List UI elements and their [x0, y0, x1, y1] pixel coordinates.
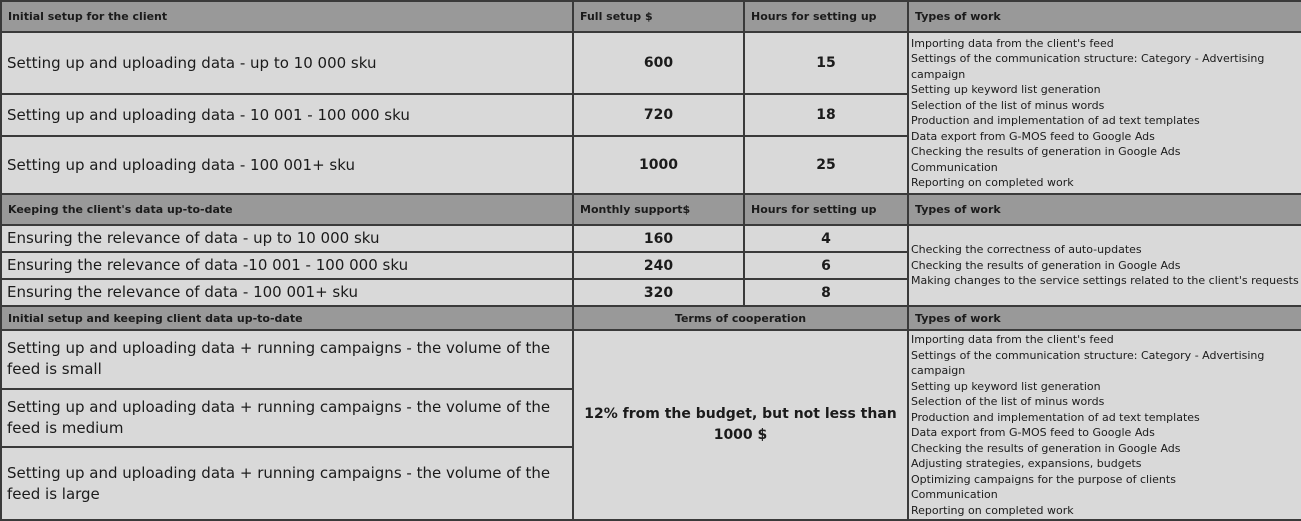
table-row	[1, 32, 1301, 94]
table-row	[1, 330, 1301, 389]
section2-row-price: 320	[573, 279, 744, 306]
section2-row-price: 240	[573, 252, 744, 279]
work-item: Optimizing campaigns for the purpose of clients	[911, 472, 1176, 486]
work-item: Data export from G-MOS feed to Google Ads	[911, 129, 1155, 143]
work-item: Settings of the communication structure: Category - Advertising campaign	[911, 52, 1265, 81]
work-item: Checking the results of generation in Google Ads	[911, 441, 1181, 455]
table-row	[1, 225, 1301, 252]
section2-title: Keeping the client's data up-to-date	[1, 194, 573, 225]
work-item: Reporting on completed work	[911, 503, 1074, 517]
work-item: Data export from G-MOS feed to Google Ads	[911, 426, 1155, 439]
section2-row-hours: 4	[744, 225, 908, 252]
section2-work-list	[908, 225, 1301, 306]
work-item: Making changes to the service settings related to the client's requests	[911, 274, 1299, 288]
section2-price-header: Monthly support$	[573, 194, 744, 225]
work-item: Settings of the communication structure: Category - Advertising campaign	[911, 348, 1265, 377]
section3-header-row	[1, 306, 1301, 330]
work-item: Selection of the list of minus words	[911, 98, 1105, 112]
section3-work-header: Types of work	[908, 306, 1301, 330]
section2-row-label: Ensuring the relevance of data - 100 001+ sku	[1, 279, 573, 306]
work-item: Importing data from the client's feed	[911, 333, 1114, 346]
section1-row-label: Setting up and uploading data - 100 001+ sku	[1, 136, 573, 194]
work-item: Production and implementation of ad text templates	[911, 410, 1200, 424]
work-item: Adjusting strategies, expansions, budgets	[911, 457, 1142, 470]
work-item: Checking the results of generation in Google Ads	[911, 145, 1181, 158]
section3-row-label: Setting up and uploading data + running campaigns - the volume of the feed is large	[1, 447, 573, 520]
section2-header-row	[1, 194, 1301, 225]
section1-price-header: Full setup $	[573, 1, 744, 32]
section1-work-header: Types of work	[908, 1, 1301, 32]
section1-row-hours: 15	[744, 32, 908, 94]
work-item: Production and implementation of ad text templates	[911, 114, 1200, 127]
section2-row-hours: 6	[744, 252, 908, 279]
section2-row-hours: 8	[744, 279, 908, 306]
work-item: Importing data from the client's feed	[911, 36, 1114, 50]
section1-hours-header: Hours for setting up	[744, 1, 908, 32]
work-item: Checking the correctness of auto-updates	[911, 243, 1142, 257]
section1-header-row	[1, 1, 1301, 32]
section1-row-price: 720	[573, 94, 744, 136]
section1-row-hours: 18	[744, 94, 908, 136]
section1-row-label: Setting up and uploading data - 10 001 - 100 000 sku	[1, 94, 573, 136]
section3-title: Initial setup and keeping client data up-to-date	[1, 306, 573, 330]
section1-title: Initial setup for the client	[1, 1, 573, 32]
section3-row-label: Setting up and uploading data + running campaigns - the volume of the feed is small	[1, 330, 573, 389]
work-item: Setting up keyword list generation	[911, 379, 1101, 393]
section3-work-list	[908, 330, 1301, 520]
work-item: Reporting on completed work	[911, 176, 1074, 189]
section1-row-price: 600	[573, 32, 744, 94]
section3-terms: 12% from the budget, but not less than 1000 $	[573, 330, 908, 520]
work-item: Checking the results of generation in Google Ads	[911, 258, 1181, 272]
section1-work-list	[908, 32, 1301, 194]
work-item: Setting up keyword list generation	[911, 83, 1101, 96]
section1-row-price: 1000	[573, 136, 744, 194]
section2-row-price: 160	[573, 225, 744, 252]
work-item: Selection of the list of minus words	[911, 395, 1105, 408]
work-item: Communication	[911, 160, 998, 174]
section3-row-label: Setting up and uploading data + running campaigns - the volume of the feed is medium	[1, 389, 573, 448]
section2-hours-header: Hours for setting up	[744, 194, 908, 225]
section2-row-label: Ensuring the relevance of data -10 001 - 100 000 sku	[1, 252, 573, 279]
section2-row-label: Ensuring the relevance of data - up to 10 000 sku	[1, 225, 573, 252]
section3-terms-header: Terms of cooperation	[573, 306, 908, 330]
section2-work-header: Types of work	[908, 194, 1301, 225]
work-item: Communication	[911, 488, 998, 501]
section1-row-hours: 25	[744, 136, 908, 194]
section1-row-label: Setting up and uploading data - up to 10 000 sku	[1, 32, 573, 94]
